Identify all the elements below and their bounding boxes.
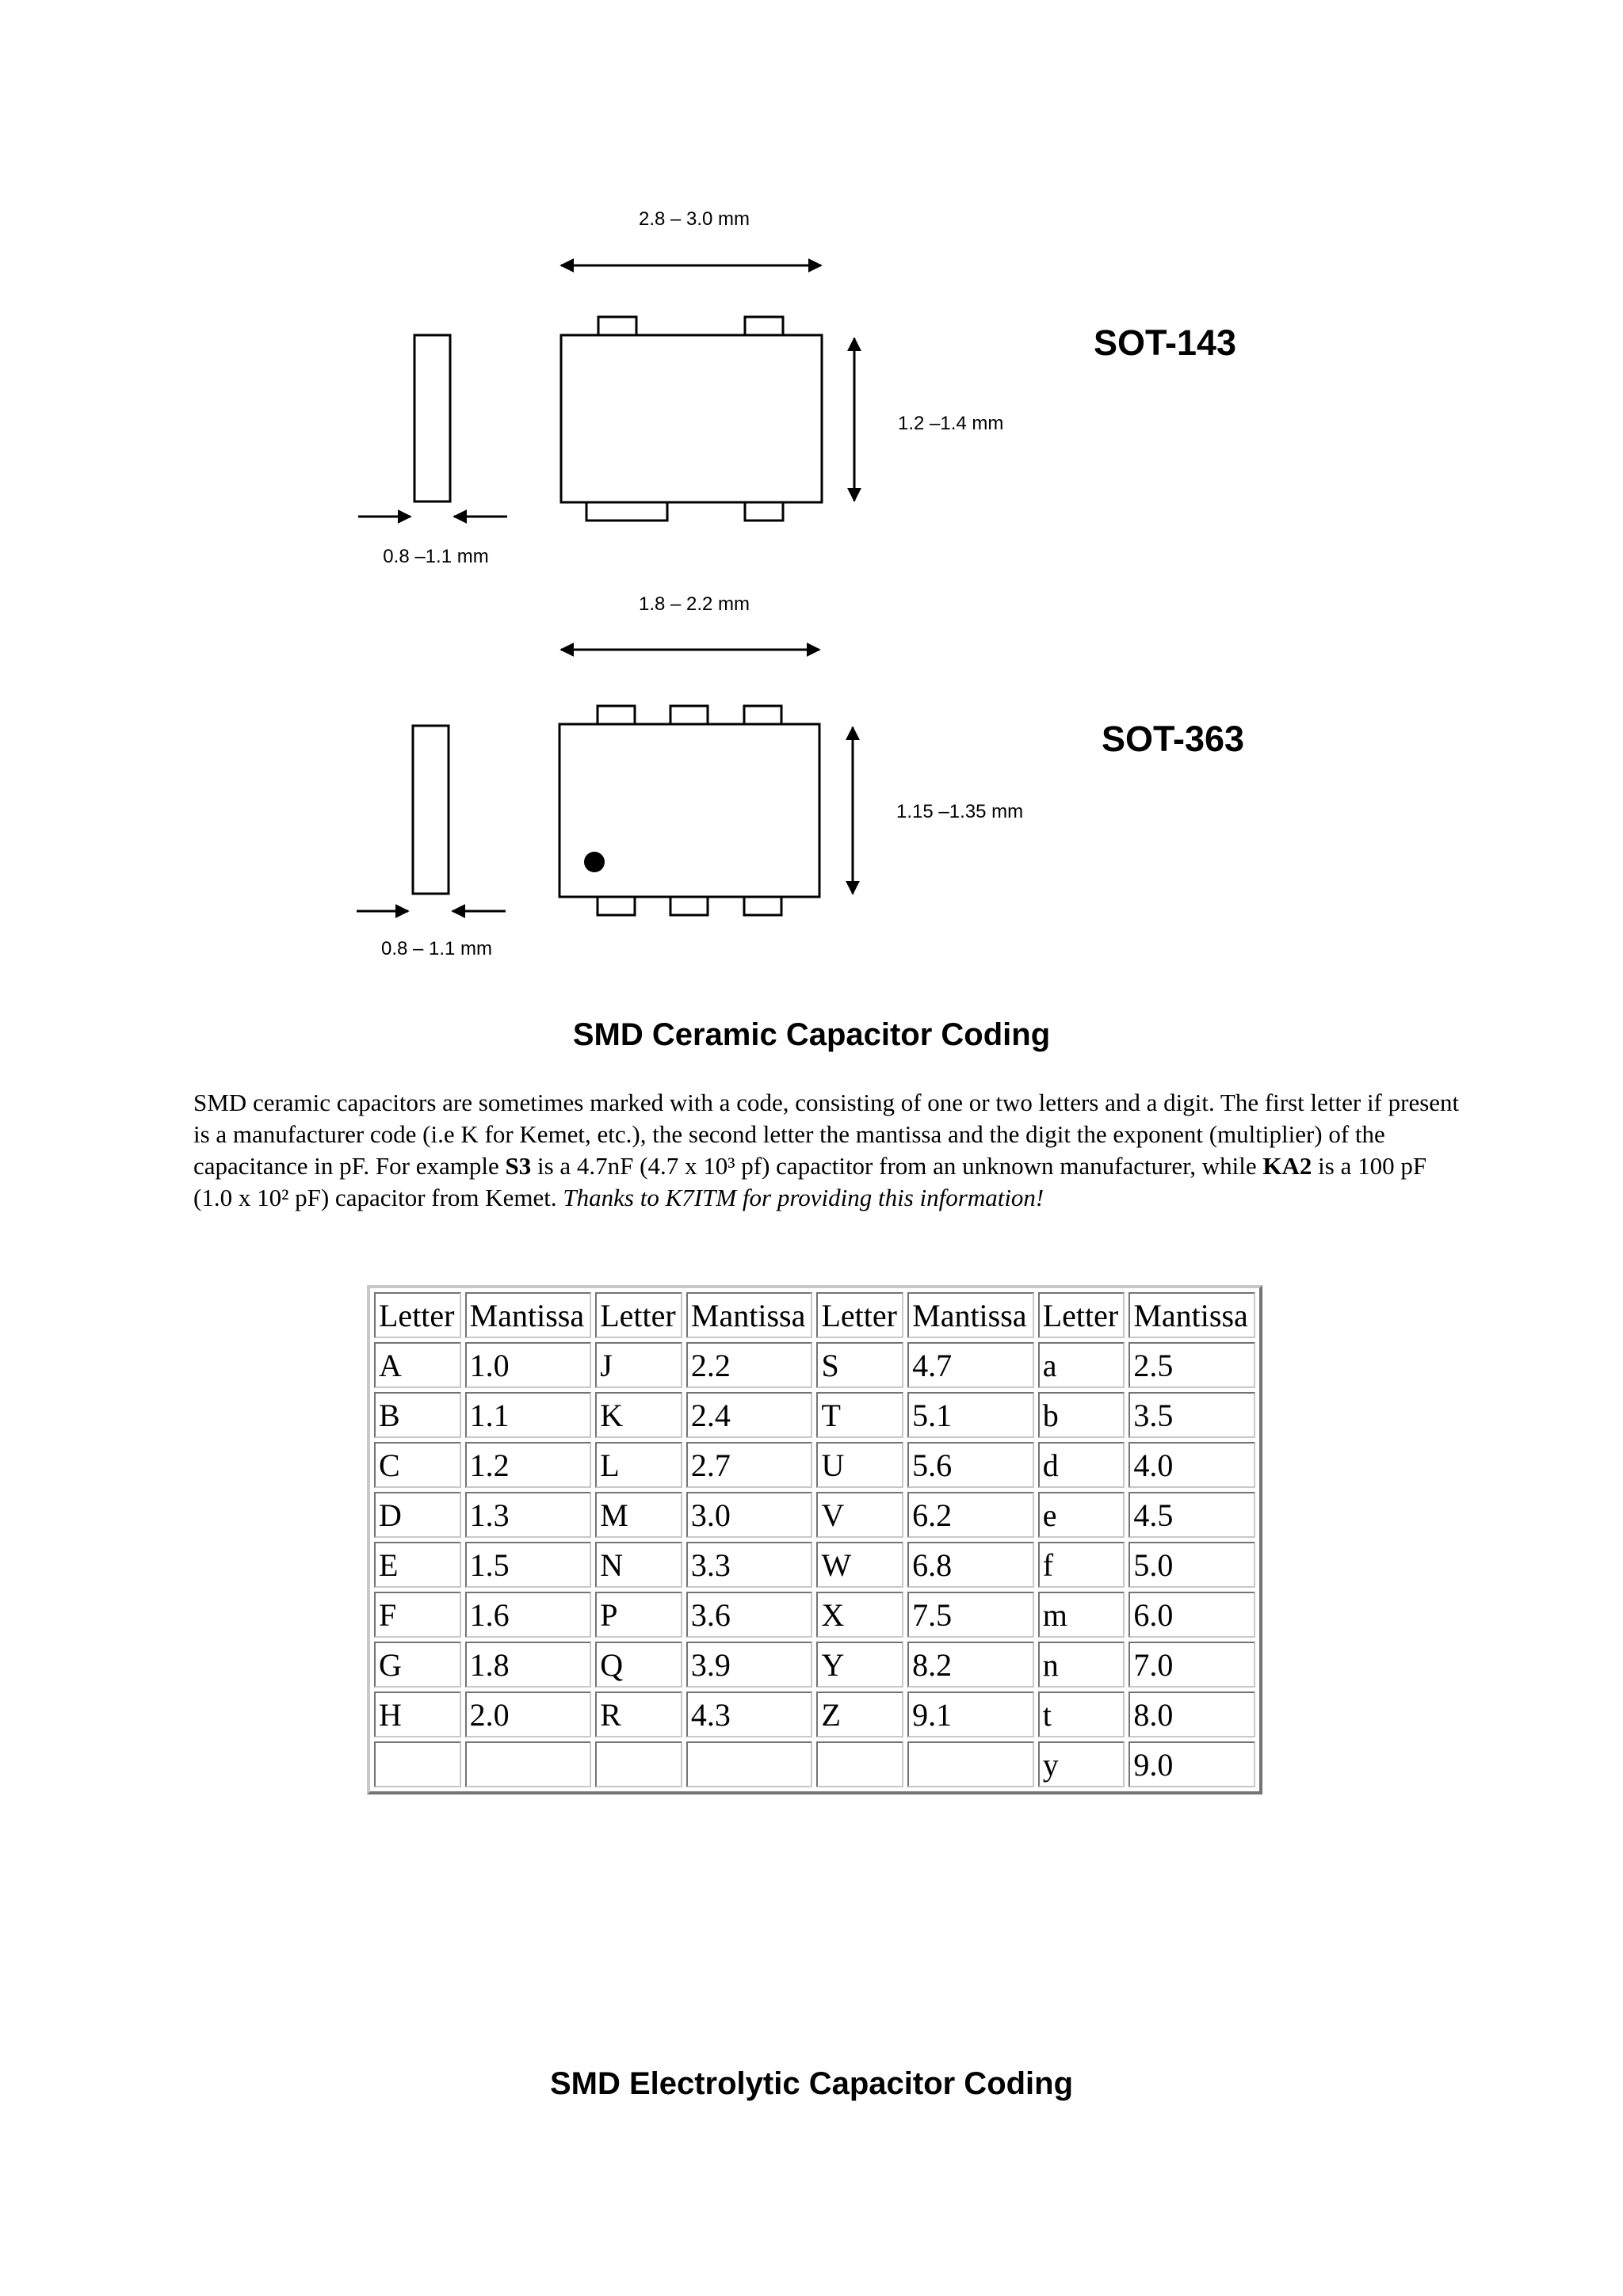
table-row — [374, 1691, 1255, 1737]
letter-cell — [374, 1741, 461, 1787]
letter-cell: Y — [816, 1642, 903, 1688]
sot363-top-pad-2 — [670, 706, 708, 724]
letter-cell: N — [595, 1542, 682, 1588]
letter-cell: U — [816, 1442, 903, 1488]
column-header: Mantissa — [686, 1292, 813, 1338]
letter-cell: X — [816, 1592, 903, 1638]
letter-cell: D — [374, 1492, 461, 1538]
mantissa-cell: 1.3 — [465, 1492, 592, 1538]
sot143-width-dim: 2.8 – 3.0 mm — [638, 208, 750, 230]
letter-cell: T — [816, 1392, 903, 1438]
package-dimension-diagram — [0, 0, 1623, 998]
sot363-bottom-pad-2 — [670, 897, 708, 915]
mantissa-cell: 1.1 — [465, 1392, 592, 1438]
mantissa-cell: 5.0 — [1128, 1542, 1255, 1588]
sot363-top-pad-1 — [598, 706, 635, 724]
letter-cell: A — [374, 1342, 461, 1388]
sot363-bottom-pad-1 — [598, 897, 635, 915]
mantissa-cell: 3.3 — [686, 1542, 813, 1588]
description-text-2: is a 4.7nF (4.7 x 10³ pf) capactitor from an unknown manufacturer, while — [531, 1152, 1263, 1180]
mantissa-cell: 5.1 — [907, 1392, 1034, 1438]
description-text-1: SMD ceramic capacitors are sometimes marked with a code, consisting of one or two letters and a digit. The first letter if present is a manufacturer code (i.e K for Kemet, etc.), the second letter the mantissa and the digit the exponent (multiplier) of the capacitance in pF. For example — [193, 1089, 1460, 1180]
sot363-width-dim: 1.8 – 2.2 mm — [638, 593, 750, 615]
mantissa-cell: 2.7 — [686, 1442, 813, 1488]
ceramic-section-title: SMD Ceramic Capacitor Coding — [572, 1017, 1051, 1052]
table-row — [374, 1492, 1255, 1538]
table-row — [374, 1592, 1255, 1638]
letter-cell: K — [595, 1392, 682, 1438]
column-header: Letter — [374, 1292, 461, 1338]
column-header: Letter — [595, 1292, 682, 1338]
table-row — [374, 1542, 1255, 1588]
table-row — [374, 1642, 1255, 1688]
sot143-bottom-pad-2 — [745, 502, 783, 521]
mantissa-cell: 4.7 — [907, 1342, 1034, 1388]
capacitor-code-table — [367, 1285, 1262, 1794]
letter-cell: C — [374, 1442, 461, 1488]
table-header-row — [374, 1292, 1255, 1338]
table-row — [374, 1741, 1255, 1787]
sot363-top-pad-3 — [744, 706, 781, 724]
letter-cell: P — [595, 1592, 682, 1638]
letter-cell — [816, 1741, 903, 1787]
mantissa-cell: 1.5 — [465, 1542, 592, 1588]
ceramic-description — [193, 1087, 1461, 1214]
mantissa-cell: 8.0 — [1128, 1691, 1255, 1737]
sot143-thickness-dim: 0.8 –1.1 mm — [383, 546, 489, 567]
mantissa-cell: 3.9 — [686, 1642, 813, 1688]
mantissa-cell: 6.2 — [907, 1492, 1034, 1538]
letter-cell: L — [595, 1442, 682, 1488]
mantissa-cell: 6.0 — [1128, 1592, 1255, 1638]
mantissa-cell: 1.8 — [465, 1642, 592, 1688]
mantissa-cell: 4.5 — [1128, 1492, 1255, 1538]
sot363-thickness-dim: 0.8 – 1.1 mm — [380, 938, 493, 959]
sot363-pin1-dot — [584, 852, 605, 872]
letter-cell: M — [595, 1492, 682, 1538]
letter-cell: Z — [816, 1691, 903, 1737]
description-text-3: is a 100 pF (1.0 x 10² pF) capacitor from Kemet. — [193, 1152, 1427, 1211]
mantissa-cell: 1.2 — [465, 1442, 592, 1488]
mantissa-cell: 3.5 — [1128, 1392, 1255, 1438]
mantissa-cell: 4.3 — [686, 1691, 813, 1737]
mantissa-cell: 1.6 — [465, 1592, 592, 1638]
sot363-package-label: SOT-363 — [1102, 719, 1245, 759]
column-header: Mantissa — [907, 1292, 1034, 1338]
sot143-top-pad-2 — [745, 317, 783, 335]
sot363-side-view — [413, 726, 449, 894]
letter-cell: m — [1038, 1592, 1125, 1638]
letter-cell: t — [1038, 1691, 1125, 1737]
letter-cell: Q — [595, 1642, 682, 1688]
mantissa-cell: 4.0 — [1128, 1442, 1255, 1488]
electrolytic-section-title: SMD Electrolytic Capacitor Coding — [549, 2066, 1074, 2101]
sot143-height-dim: 1.2 –1.4 mm — [898, 413, 1004, 434]
column-header: Mantissa — [1128, 1292, 1255, 1338]
mantissa-cell — [686, 1741, 813, 1787]
sot143-bottom-pad-1 — [586, 502, 667, 521]
mantissa-cell: 7.0 — [1128, 1642, 1255, 1688]
letter-cell: b — [1038, 1392, 1125, 1438]
mantissa-cell: 1.0 — [465, 1342, 592, 1388]
table-row — [374, 1442, 1255, 1488]
letter-cell: R — [595, 1691, 682, 1737]
letter-cell: e — [1038, 1492, 1125, 1538]
mantissa-cell: 6.8 — [907, 1542, 1034, 1588]
mantissa-cell: 2.5 — [1128, 1342, 1255, 1388]
letter-cell: B — [374, 1392, 461, 1438]
letter-cell — [595, 1741, 682, 1787]
letter-cell: a — [1038, 1342, 1125, 1388]
credit-note: Thanks to K7ITM for providing this information! — [563, 1184, 1044, 1211]
column-header: Letter — [1038, 1292, 1125, 1338]
mantissa-cell: 8.2 — [907, 1642, 1034, 1688]
mantissa-cell — [465, 1741, 592, 1787]
mantissa-cell: 3.0 — [686, 1492, 813, 1538]
mantissa-cell: 9.0 — [1128, 1741, 1255, 1787]
letter-cell: E — [374, 1542, 461, 1588]
sot143-package-label: SOT-143 — [1094, 322, 1237, 363]
letter-cell: W — [816, 1542, 903, 1588]
mantissa-cell — [907, 1741, 1034, 1787]
mantissa-cell: 9.1 — [907, 1691, 1034, 1737]
example-code-s3: S3 — [505, 1152, 532, 1180]
letter-cell: S — [816, 1342, 903, 1388]
letter-cell: n — [1038, 1642, 1125, 1688]
letter-cell: f — [1038, 1542, 1125, 1588]
sot143-top-pad-1 — [598, 317, 636, 335]
sot363-height-dim: 1.15 –1.35 mm — [896, 801, 1024, 822]
table-row — [374, 1392, 1255, 1438]
table-row — [374, 1342, 1255, 1388]
column-header: Letter — [816, 1292, 903, 1338]
sot143-diagram — [358, 208, 1236, 567]
sot143-body — [561, 335, 822, 502]
mantissa-cell: 2.4 — [686, 1392, 813, 1438]
letter-cell: d — [1038, 1442, 1125, 1488]
letter-cell: y — [1038, 1741, 1125, 1787]
mantissa-cell: 7.5 — [907, 1592, 1034, 1638]
letter-cell: F — [374, 1592, 461, 1638]
letter-cell: G — [374, 1642, 461, 1688]
mantissa-cell: 3.6 — [686, 1592, 813, 1638]
sot143-side-view — [414, 335, 450, 502]
mantissa-cell: 2.0 — [465, 1691, 592, 1737]
column-header: Mantissa — [465, 1292, 592, 1338]
example-code-ka2: KA2 — [1262, 1152, 1312, 1180]
mantissa-cell: 2.2 — [686, 1342, 813, 1388]
letter-cell: V — [816, 1492, 903, 1538]
mantissa-cell: 5.6 — [907, 1442, 1034, 1488]
sot363-bottom-pad-3 — [744, 897, 781, 915]
sot363-diagram — [357, 593, 1244, 959]
letter-cell: H — [374, 1691, 461, 1737]
letter-cell: J — [595, 1342, 682, 1388]
